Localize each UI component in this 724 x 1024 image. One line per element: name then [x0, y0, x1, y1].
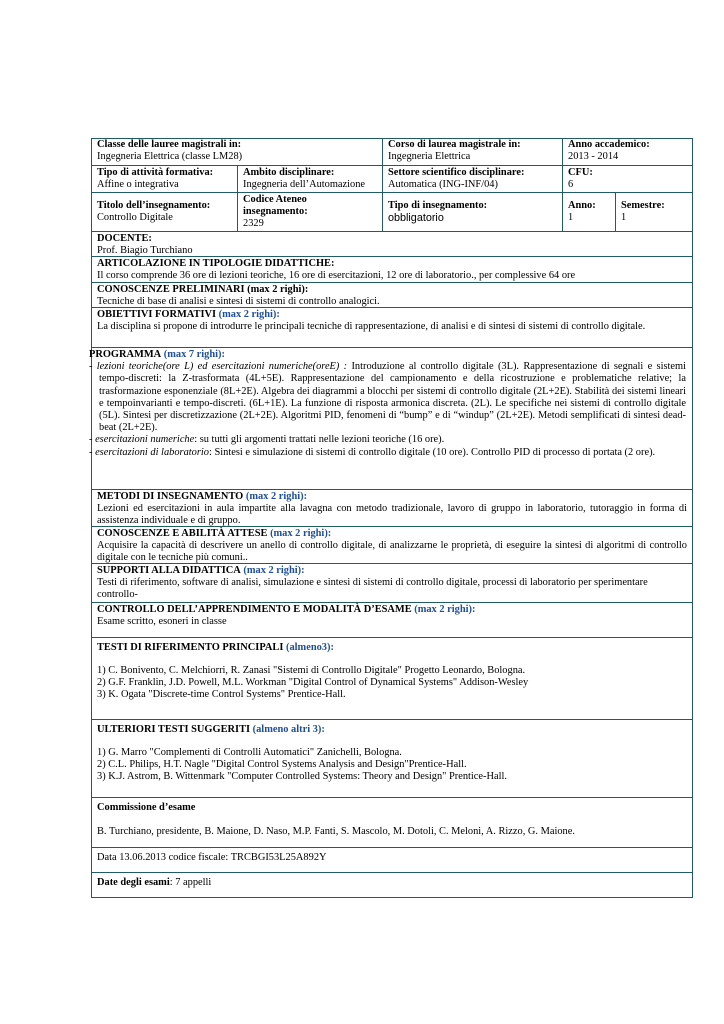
row-classe-corso-anno	[92, 138, 692, 165]
list-dash: -	[89, 361, 93, 373]
esercitazioni-label: esercitazioni numeriche	[92, 434, 195, 446]
cell-classe	[92, 138, 382, 165]
abilita-value: Acquisire la capacità di descrivere un anello di controllo digitale, di analizzarne le proprietà, di eseguire la sintesi di algoritmi di controllo digitale con le tecniche più comuni..	[97, 540, 687, 563]
settore-value: Automatica (ING-INF/04)	[388, 179, 498, 190]
tipo-att-label: Tipo di attività formativa:	[97, 167, 214, 178]
cell-ambito	[237, 166, 382, 192]
anno-value: 1	[568, 212, 574, 223]
testi-item: 3) K. Ogata "Discrete-time Control Systems" Prentice-Hall.	[97, 689, 346, 700]
cell-titolo	[92, 193, 237, 231]
programma-item-esercitazioni	[89, 434, 686, 446]
lezioni-label: lezioni teoriche(ore L) ed esercitazioni numeriche(oreE) :	[92, 361, 348, 373]
row-date-esami	[92, 872, 692, 897]
anno-acc-label: Anno accademico:	[568, 139, 650, 150]
row-titolo-codice	[92, 192, 692, 231]
tipo-att-value: Affine o integrativa	[97, 179, 179, 190]
abilita-note: (max 2 righi):	[270, 528, 332, 539]
classe-label: Classe delle lauree magistrali in:	[97, 139, 242, 150]
row-supporti	[92, 563, 692, 602]
metodi-note: (max 2 righi):	[245, 491, 308, 502]
ambito-label: Ambito disciplinare:	[243, 167, 335, 178]
controllo-value: Esame scritto, esoneri in classe	[97, 616, 227, 627]
row-obiettivi	[92, 307, 692, 347]
row-testi	[92, 637, 692, 719]
abilita-label: CONOSCENZE E ABILITÀ ATTESE	[97, 528, 268, 539]
tipo-ins-value: obbligatorio	[388, 212, 444, 224]
ulteriori-item: 2) C.L. Philips, H.T. Nagle "Digital Control Systems Analysis and Design"Prentice-Hall.	[97, 759, 467, 770]
date-esami-value: : 7 appelli	[169, 877, 212, 888]
ambito-value: Ingegneria dell’Automazione	[243, 179, 366, 190]
programma-note: (max 7 righi):	[163, 349, 225, 360]
semestre-label: Semestre:	[621, 200, 665, 211]
cell-cfu	[562, 166, 692, 192]
metodi-label: METODI DI INSEGNAMENTO	[97, 491, 244, 502]
ulteriori-label: ULTERIORI TESTI SUGGERITI	[97, 724, 251, 735]
controllo-label: CONTROLLO DELL’APPRENDIMENTO E MODALITÀ D’ESAME	[97, 604, 412, 615]
semestre-value: 1	[621, 212, 627, 223]
row-articolazione	[92, 256, 692, 282]
row-metodi	[92, 489, 692, 526]
codice-label-1: Codice Ateneo	[243, 194, 307, 205]
testi-item: 1) C. Bonivento, C. Melchiorri, R. Zanasi "Sistemi di Controllo Digitale" Progetto Leonardo, Bologna.	[97, 665, 526, 676]
obiettivi-note: (max 2 righi):	[218, 309, 280, 320]
docente-value: Prof. Biagio Turchiano	[97, 245, 193, 256]
tipo-ins-label: Tipo di insegnamento:	[388, 200, 488, 211]
codice-value: 2329	[243, 218, 264, 229]
corso-label: Corso di laurea magistrale in:	[388, 139, 521, 150]
row-abilita	[92, 526, 692, 563]
testi-label: TESTI DI RIFERIMENTO PRINCIPALI	[97, 642, 284, 653]
cfu-label: CFU:	[568, 167, 593, 178]
titolo-value: Controllo Digitale	[97, 212, 173, 223]
controllo-note: (max 2 righi):	[414, 604, 476, 615]
row-programma	[89, 347, 692, 489]
settore-label: Settore scientifico disciplinare:	[388, 167, 525, 178]
row-commissione	[92, 797, 692, 847]
cell-corso	[382, 138, 562, 165]
anno-acc-value: 2013 - 2014	[568, 151, 619, 162]
testi-note: (almeno3):	[286, 642, 334, 653]
supporti-label: SUPPORTI ALLA DIDATTICA	[97, 565, 241, 576]
laboratorio-text: : Sintesi e simulazione di sistemi di controllo digitale (10 ore). Controllo PID di processo di portata (2 ore).	[208, 446, 656, 458]
row-conoscenze-preliminari	[92, 282, 692, 307]
cell-tipo-attivita	[92, 166, 237, 192]
obiettivi-value: La disciplina si propone di introdurre le principali tecniche di rappresentazione, di analisi e di sintesi di sistemi di controllo digitale.	[97, 321, 646, 332]
articolazione-value: Il corso comprende 36 ore di lezioni teoriche, 16 ore di esercitazioni, 12 ore di laboratorio., per complessive 64 ore	[97, 270, 576, 281]
conoscenze-prel-value: Tecniche di base di analisi e sintesi di sistemi di controllo analogici.	[97, 296, 380, 307]
docente-label: DOCENTE:	[97, 233, 152, 244]
testi-item: 2) G.F. Franklin, J.D. Powell, M.L. Workman "Digital Control of Dynamical Systems" Addison-Wesley	[97, 677, 529, 688]
laboratorio-label: esercitazioni di laboratorio	[92, 446, 209, 458]
articolazione-label: ARTICOLAZIONE IN TIPOLOGIE DIDATTICHE:	[97, 258, 335, 269]
obiettivi-label: OBIETTIVI FORMATIVI	[97, 309, 217, 320]
codice-label-2: insegnamento:	[243, 206, 308, 217]
programma-item-lezioni	[89, 361, 686, 434]
commissione-label: Commissione d’esame	[97, 802, 196, 813]
corso-value: Ingegneria Elettrica	[388, 151, 471, 162]
metodi-value: Lezioni ed esercitazioni in aula impartite alla lavagna con metodo tradizionale, lavoro di gruppo in laboratorio, tutoraggio in forma di assistenza individuale e di gruppo.	[97, 503, 687, 526]
list-dash: -	[89, 434, 93, 446]
cell-anno-accademico	[562, 138, 692, 165]
classe-value: Ingegneria Elettrica (classe LM28)	[97, 151, 243, 162]
cell-anno	[562, 193, 615, 231]
course-syllabus-table	[91, 138, 693, 898]
row-data	[92, 847, 692, 872]
titolo-label: Titolo dell’insegnamento:	[97, 200, 211, 211]
conoscenze-prel-label: CONOSCENZE PRELIMINARI (max 2 righi):	[97, 284, 309, 295]
row-ulteriori-testi	[92, 719, 692, 797]
commissione-value: B. Turchiano, presidente, B. Maione, D. Naso, M.P. Fanti, S. Mascolo, M. Dotoli, C. Meloni, A. Rizzo, G. Maione.	[97, 826, 575, 837]
supporti-value: Testi di riferimento, software di analisi, simulazione e sintesi di sistemi di controllo digitale, processi di laboratorio per sperimentare controllo-	[97, 577, 648, 600]
cell-settore	[382, 166, 562, 192]
programma-item-laboratorio	[89, 447, 686, 459]
cell-semestre	[615, 193, 692, 231]
row-docente	[92, 231, 692, 256]
programma-label: PROGRAMMA	[89, 349, 162, 360]
supporti-note: (max 2 righi):	[243, 565, 305, 576]
cell-tipo-insegnamento	[382, 193, 562, 231]
ulteriori-item: 1) G. Marro "Complementi di Controlli Automatici" Zanichelli, Bologna.	[97, 747, 402, 758]
ulteriori-note: (almeno altri 3):	[252, 724, 325, 735]
esercitazioni-text: : su tutti gli argomenti trattati nelle lezioni teoriche (16 ore).	[194, 434, 445, 446]
date-esami-label: Date degli esami	[97, 877, 170, 888]
list-dash: -	[89, 446, 93, 458]
data-value: Data 13.06.2013 codice fiscale: TRCBGI53L25A892Y	[97, 852, 327, 863]
row-controllo	[92, 602, 692, 637]
cfu-value: 6	[568, 179, 574, 190]
row-tipo-ambito-settore	[92, 165, 692, 192]
ulteriori-item: 3) K.J. Astrom, B. Wittenmark "Computer Controlled Systems: Theory and Design" Prentice-Hall.	[97, 771, 507, 782]
anno-label: Anno:	[568, 200, 596, 211]
lezioni-text: Introduzione al controllo digitale (3L). Rappresentazione di segnali e sistemi tempo-discreti: la Z-trasformata (4L+5E). Rappresentazione del campionamento e della ricostruzione e problematiche relative; la trasformazione esponenziale (8L+2E). Algebra dei diagrammi a blocchi per sistemi di controllo digitale (2L+2E). Stabilità dei sistemi lineari e tempoinvarianti e tempo-discreti. (6L+1E). La funzione di risposta armonica discreta. (2L). Le specifiche nei sistemi di controllo digitale (5L). Sintesi per discretizzazione (2L+2E). Algoritmi PID, fenomeni di “bump” e di “windup” (2L+2E). Metodi semplificati di sintesi dead-beat (2L+2E).	[99, 361, 686, 434]
cell-codice	[237, 193, 382, 231]
